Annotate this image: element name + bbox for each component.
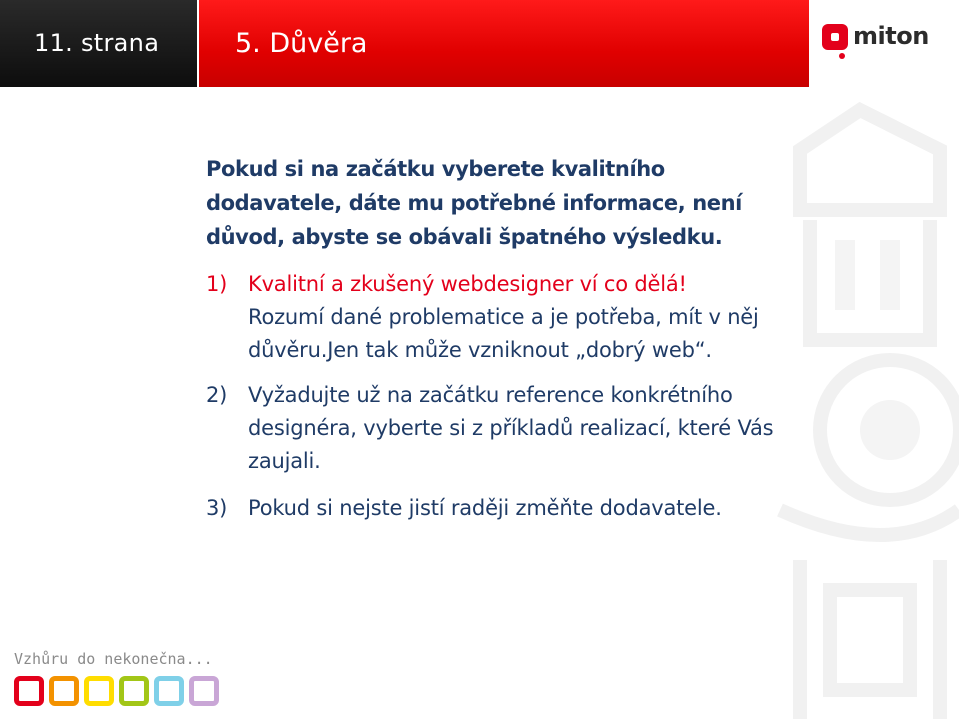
- list-item-number: 3): [206, 496, 228, 520]
- list-item-text: Pokud si nejste jistí raději změňte dodavatele.: [248, 496, 722, 520]
- list-item-lead: Kvalitní a zkušený webdesigner ví co dělá!: [248, 272, 687, 296]
- footer-tagline: Vzhůru do nekonečna...: [14, 650, 213, 668]
- square-yellow-icon: [84, 676, 114, 706]
- square-red-icon: [14, 676, 44, 706]
- list-item-number: 1): [206, 272, 228, 296]
- miton-logo: [822, 20, 942, 64]
- square-orange-icon: [49, 676, 79, 706]
- list-item-number: 2): [206, 383, 228, 407]
- footer-color-squares: [14, 676, 219, 708]
- square-cyan-icon: [154, 676, 184, 706]
- list-item: [206, 268, 806, 367]
- intro-paragraph: Pokud si na začátku vyberete kvalitního dodavatele, dáte mu potřebné informace, není důvod, abyste se obávali špatného výsledku.: [206, 157, 742, 249]
- list-item-text: Vyžadujte už na začátku reference konkrétního designéra, vyberte si z příkladů realizací, které Vás zaujali.: [248, 383, 774, 473]
- logo-text: miton: [853, 22, 929, 50]
- logo-dot-icon: [839, 53, 845, 59]
- main-content: [206, 152, 806, 525]
- square-green-icon: [119, 676, 149, 706]
- logo-mark-icon: [822, 24, 848, 50]
- list-item: [206, 492, 806, 525]
- section-title: 5. Důvěra: [199, 0, 809, 87]
- square-lilac-icon: [189, 676, 219, 706]
- list-item: [206, 379, 806, 478]
- page-number-label: 11. strana: [0, 0, 197, 87]
- list-item-text: Rozumí dané problematice a je potřeba, mít v něj důvěru.Jen tak může vzniknout „dobrý web“.: [248, 305, 759, 362]
